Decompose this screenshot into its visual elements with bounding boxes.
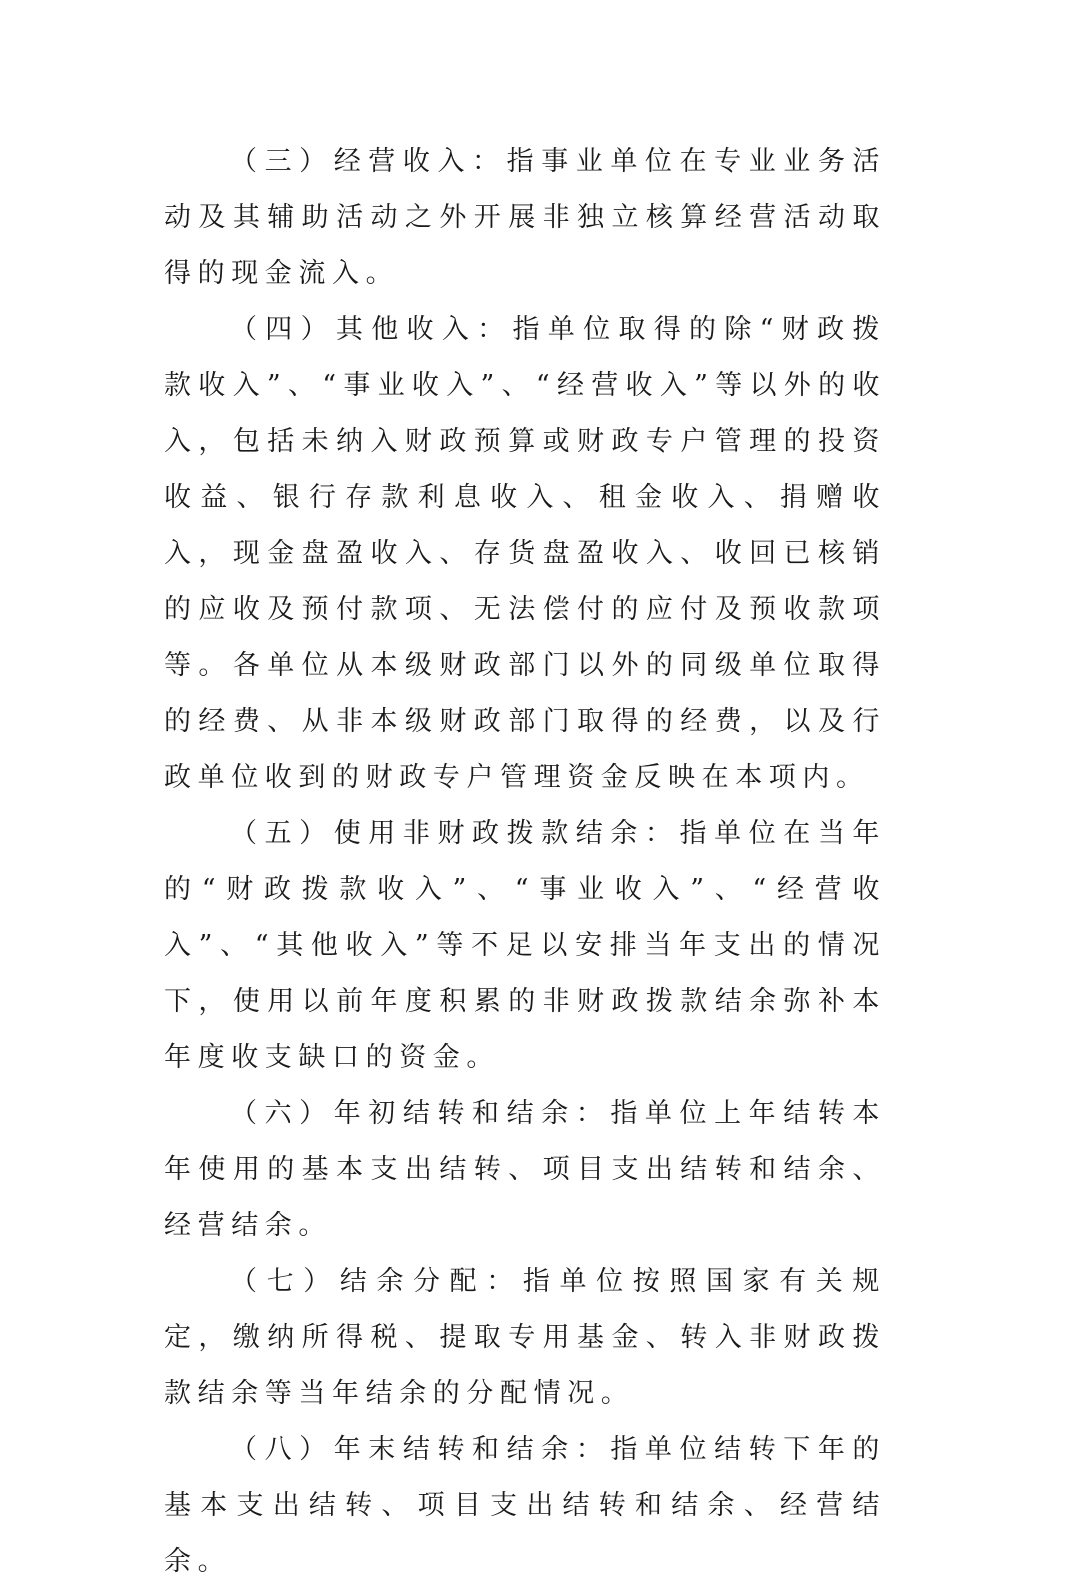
paragraph-other-income: （四）其他收入：指单位取得的除“财政拨款收入”、“事业收入”、“经营收入”等以外的收入，包括未纳入财政预算或财政专户管理的投资收益、银行存款利息收入、租金收入、捐赠收入，现金盘盈收入、存货盘盈收入、收回已核销的应收及预付款项、无法偿付的应付及预收款项等。各单位从本级财政部门以外的同级单位取得的经费、从非本级财政部门取得的经费，以及行政单位收到的财政专户管理资金反映在本项内。 [164, 314, 886, 793]
paragraph-surplus-distribution: （七）结余分配：指单位按照国家有关规定，缴纳所得税、提取专用基金、转入非财政拨款结余等当年结余的分配情况。 [164, 1266, 886, 1409]
paragraph-non-fiscal-surplus-use: （五）使用非财政拨款结余：指单位在当年的“财政拨款收入”、“事业收入”、“经营收入”、“其他收入”等不足以安排当年支出的情况下，使用以前年度积累的非财政拨款结余弥补本年度收支缺口的资金。 [164, 818, 886, 1073]
paragraph-opening-carryover: （六）年初结转和结余：指单位上年结转本年使用的基本支出结转、项目支出结转和结余、经营结余。 [164, 1098, 886, 1241]
paragraph-business-income: （三）经营收入：指事业单位在专业业务活动及其辅助活动之外开展非独立核算经营活动取得的现金流入。 [164, 146, 886, 289]
document-body [164, 134, 886, 1590]
paragraph-closing-carryover: （八）年末结转和结余：指单位结转下年的基本支出结转、项目支出结转和结余、经营结余。 [164, 1434, 886, 1577]
